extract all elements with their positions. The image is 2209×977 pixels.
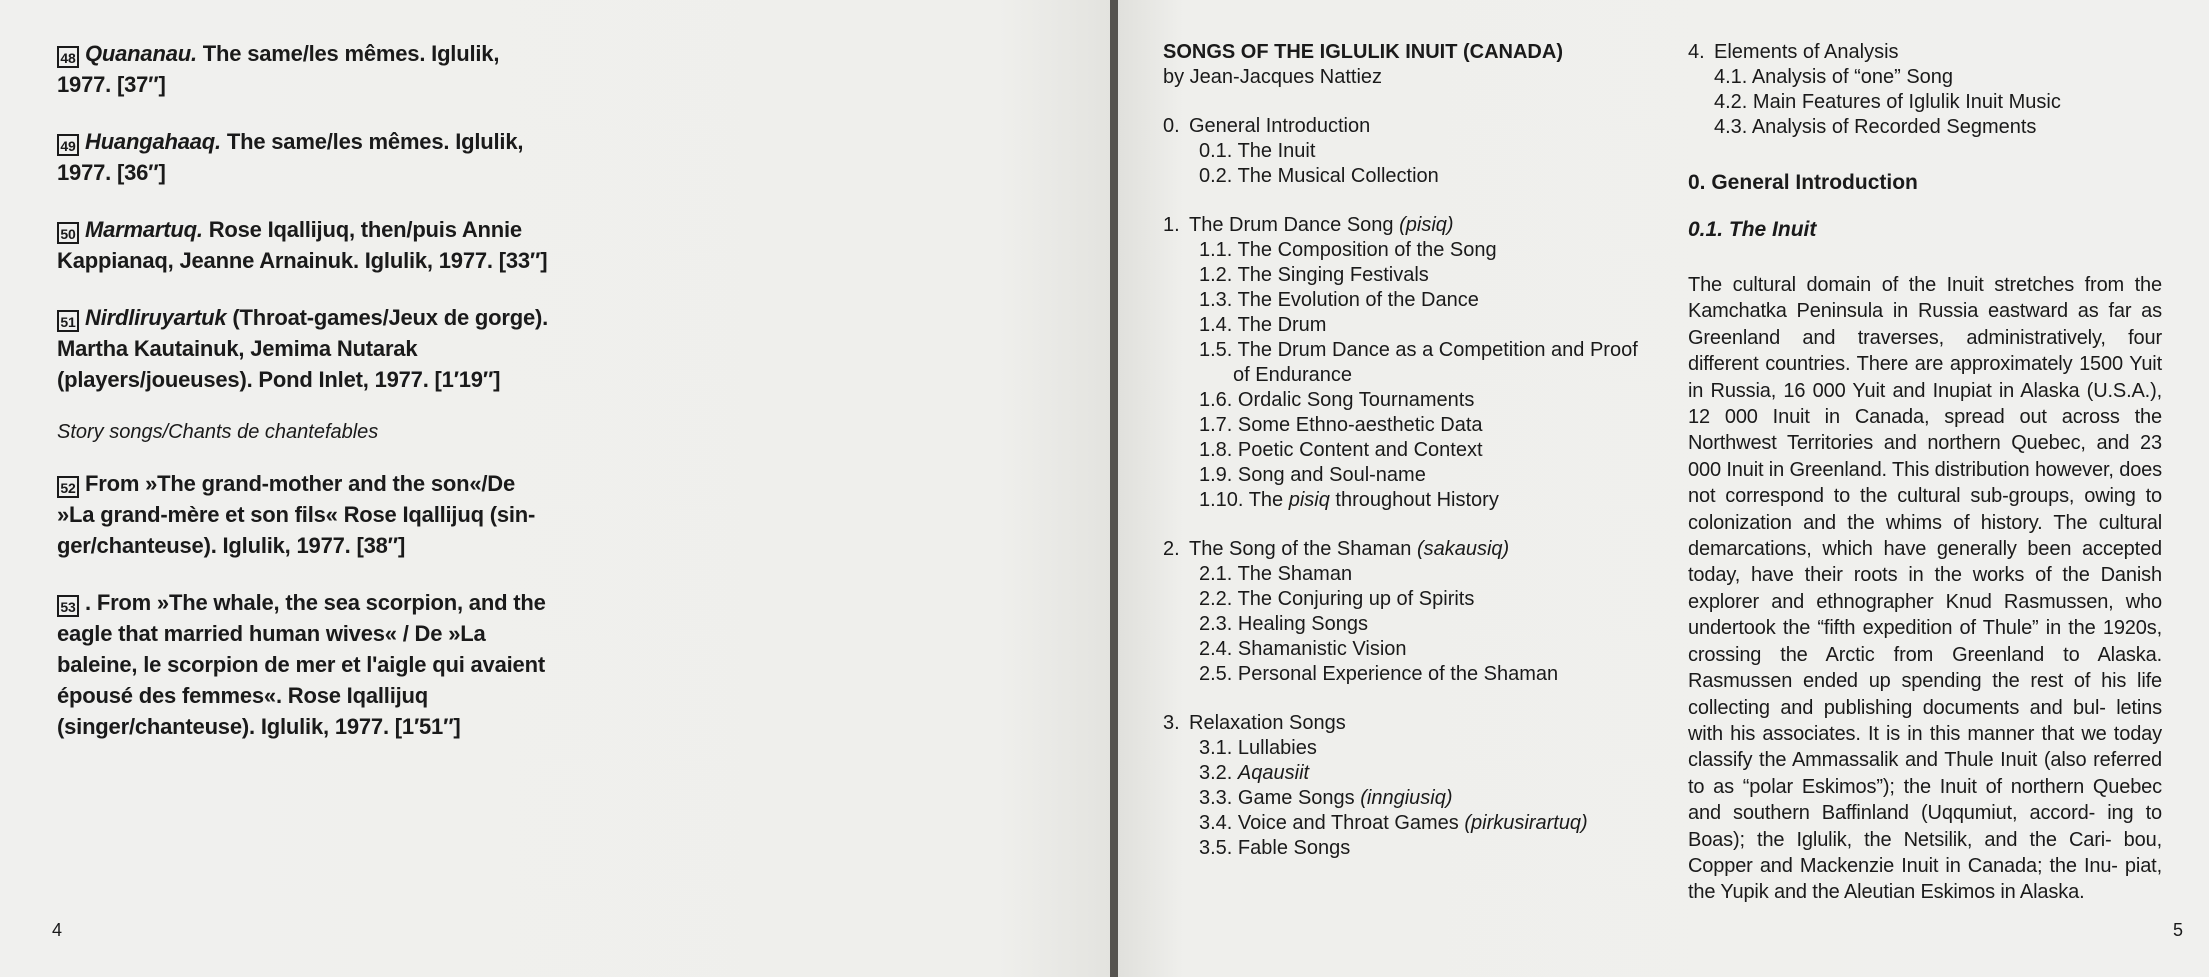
- book-gutter: [1110, 0, 1118, 977]
- toc-label: The Drum: [1237, 314, 1327, 336]
- toc-label: Lullabies: [1237, 737, 1317, 759]
- toc-number: 1.7.: [1199, 414, 1233, 436]
- toc-number: 4.: [1688, 41, 1705, 63]
- toc-label: Healing Songs: [1237, 613, 1369, 635]
- toc-number: 2.: [1163, 538, 1180, 560]
- toc-subsection: [1163, 413, 1643, 438]
- table-of-contents: [1163, 40, 1643, 885]
- toc-label: The Song of the Shaman: [1189, 538, 1412, 560]
- track-number-box: 48: [57, 46, 79, 68]
- track-number-box: 49: [57, 134, 79, 156]
- toc-label-term: (pisiq): [1399, 214, 1454, 236]
- track-details: The same/les mêmes. Iglulik, 1977. [36″]: [57, 129, 524, 185]
- toc-label: throughout History: [1329, 489, 1499, 511]
- toc-number: 2.3.: [1199, 613, 1233, 635]
- toc-group: [1163, 114, 1643, 189]
- track-entry: [57, 214, 557, 276]
- toc-subsection: [1163, 338, 1643, 388]
- track-number-box: 52: [57, 476, 79, 498]
- section-label: Story songs/Chants de chantefables: [57, 421, 379, 443]
- toc-number: 0.1.: [1199, 140, 1233, 162]
- page-number-right: 5: [2173, 920, 2184, 940]
- toc-number: 1.5.: [1199, 339, 1233, 361]
- toc-number: 3.2.: [1199, 762, 1233, 784]
- toc-number: 4.1.: [1714, 66, 1748, 88]
- page-number-left: 4: [52, 920, 63, 940]
- toc-group: [1163, 213, 1643, 513]
- toc-subsection: [1163, 438, 1643, 463]
- toc-section: [1163, 213, 1643, 238]
- toc-subsection: [1163, 612, 1643, 637]
- toc-label: The Singing Festivals: [1237, 264, 1429, 286]
- subsection-heading: 0.1. The Inuit: [1688, 218, 1817, 241]
- right-column: [1688, 40, 2162, 906]
- article-author: by Jean-Jacques Nattiez: [1163, 66, 1383, 88]
- toc-number: 1.2.: [1199, 264, 1233, 286]
- toc-number: 2.5.: [1199, 663, 1233, 685]
- toc-label: The Inuit: [1237, 140, 1316, 162]
- toc-label: The Shaman: [1237, 563, 1353, 585]
- toc-label: Ordalic Song Tournaments: [1237, 389, 1475, 411]
- toc-label: The Evolution of the Dance: [1237, 289, 1479, 311]
- toc-label: Elements of Analysis: [1714, 41, 1899, 63]
- track-details: From »The grand-mother and the son«/De »La grand-mère et son fils« Rose Iqallijuq (sin- ger/chanteuse). Iglulik, 1977. [38″]: [57, 471, 536, 558]
- toc-subsection: [1688, 65, 2162, 90]
- toc-subsection: [1163, 313, 1643, 338]
- toc-number: 4.3.: [1714, 116, 1748, 138]
- toc-subsection: [1688, 90, 2162, 115]
- toc-label: The Composition of the Song: [1237, 239, 1497, 261]
- track-entry: [57, 38, 557, 100]
- track-entry: [57, 302, 557, 395]
- toc-label: Fable Songs: [1237, 837, 1351, 859]
- toc-subsection: [1688, 115, 2162, 140]
- track-entry: [57, 468, 557, 561]
- toc-label: The Conjuring up of Spirits: [1237, 588, 1475, 610]
- toc-number: 3.4.: [1199, 812, 1233, 834]
- toc-subsection: [1163, 164, 1643, 189]
- toc-label: Shamanistic Vision: [1237, 638, 1407, 660]
- track-number-box: 53: [57, 595, 79, 617]
- toc-number: 1.1.: [1199, 239, 1233, 261]
- track-details: (Throat-games/Jeux de gorge). Martha Kautainuk, Jemima Nutarak (players/joueuses). Pond Inlet, 1977. [1′19″]: [57, 305, 549, 392]
- right-page: [1118, 0, 2209, 977]
- toc-label: Poetic Content and Context: [1237, 439, 1483, 461]
- toc-number: 1.9.: [1199, 464, 1233, 486]
- toc-subsection: [1163, 587, 1643, 612]
- toc-subsection: [1163, 637, 1643, 662]
- toc-label: Relaxation Songs: [1189, 712, 1346, 734]
- toc-group: [1163, 537, 1643, 687]
- toc-subsection: [1163, 786, 1643, 811]
- toc-number: 0.2.: [1199, 165, 1233, 187]
- toc-number: 2.1.: [1199, 563, 1233, 585]
- toc-number: 3.: [1163, 712, 1180, 734]
- toc-section: [1163, 114, 1643, 139]
- toc-number: 0.: [1163, 115, 1180, 137]
- toc-number: 1.: [1163, 214, 1180, 236]
- body-paragraph: The cultural domain of the Inuit stretches from the Kamchatka Peninsula in Russia eastward as far as Greenland and traverses, administratively, four different countries. There are approximately 1500 Yuit in Russia, 16 000 Yuit and Inupiat in Alaska (U.S.A.), 12 000 Inuit in Canada, spread out across the Northwest Territories and northern Quebec, and 23 000 Inuit in Greenland. This distribution however, does not correspond to the cultural sub-groups, owing to colonization and the whims of history. The cultural demarcations, which have generally been accepted today, have their roots in the works of the Danish explorer and ethnographer Knud Rasmussen, who undertook the “fifth expedition of Thule” in the 1920s, crossing the Arctic from Greenland to Alaska. Rasmussen ended up spending the rest of his life collecting and publishing documents and bul- letins with his associates. It is in this manner that we today classify the Ammassalik and Thule Inuit (also referred to as “polar Eskimos”); the Inuit of northern Quebec and southern Baffinland (Uqqumiut, accord- ing to Boas); the Iglulik, the Netsilik, and the Cari- bou, Copper and Mackenzie Inuit in Canada; the Inu- piat, the Yupik and the Aleutian Eskimos in Alaska.: [1688, 274, 2162, 904]
- toc-label: General Introduction: [1189, 115, 1371, 137]
- track-entry: [57, 587, 557, 742]
- toc-number: 1.10.: [1199, 489, 1244, 511]
- toc-number: 4.2.: [1714, 91, 1748, 113]
- toc-subsection: [1163, 263, 1643, 288]
- track-entry: [57, 126, 557, 188]
- toc-label: (inngiusiq): [1360, 787, 1453, 809]
- toc-subsection: [1163, 736, 1643, 761]
- toc-number: 3.1.: [1199, 737, 1233, 759]
- toc-subsection: [1163, 562, 1643, 587]
- toc-label: pisiq: [1288, 489, 1330, 511]
- track-list: [57, 38, 557, 768]
- toc-section: [1163, 537, 1643, 562]
- toc-label: Game Songs: [1237, 787, 1361, 809]
- toc-number: 2.4.: [1199, 638, 1233, 660]
- toc-subsection: [1163, 238, 1643, 263]
- toc-number: 1.4.: [1199, 314, 1233, 336]
- article-title: SONGS OF THE IGLULIK INUIT (CANADA): [1163, 41, 1563, 63]
- toc-subsection: [1163, 811, 1643, 836]
- toc-subsection: [1163, 836, 1643, 861]
- track-title: Quananau.: [85, 41, 197, 66]
- toc-number: 3.5.: [1199, 837, 1233, 859]
- toc-label: Personal Experience of the Shaman: [1237, 663, 1559, 685]
- track-number-box: 50: [57, 222, 79, 244]
- toc-label: Analysis of “one” Song: [1751, 66, 1954, 88]
- track-title: Huangahaaq.: [85, 129, 221, 154]
- toc-subsection: [1163, 761, 1643, 786]
- track-details: The same/les mêmes. Iglulik, 1977. [37″]: [57, 41, 500, 97]
- toc-label: (pirkusirartuq): [1464, 812, 1588, 834]
- toc-number: 3.3.: [1199, 787, 1233, 809]
- toc-label: Analysis of Recorded Segments: [1751, 116, 2037, 138]
- toc-label: Some Ethno-aesthetic Data: [1237, 414, 1483, 436]
- toc-subsection: [1163, 388, 1643, 413]
- toc-label: Main Features of Iglulik Inuit Music: [1752, 91, 2061, 113]
- track-title: Nirdliruyartuk: [85, 305, 227, 330]
- toc-number: 1.8.: [1199, 439, 1233, 461]
- track-number-box: 51: [57, 310, 79, 332]
- toc-number: 2.2.: [1199, 588, 1233, 610]
- toc-label: Voice and Throat Games: [1237, 812, 1465, 834]
- toc-section: [1163, 711, 1643, 736]
- toc-label: Aqausiit: [1237, 762, 1310, 784]
- track-details: . From »The whale, the sea scorpion, and the eagle that married human wives« / De »La baleine, le scorpion de mer et l'aigle qui avaient épousé des femmes«. Rose Iqallijuq (singer/chanteuse). Iglulik, 1977. [1′51″]: [57, 590, 546, 739]
- toc-label-term: (sakausiq): [1416, 538, 1510, 560]
- toc-subsection: [1163, 488, 1643, 513]
- section-heading: 0. General Introduction: [1688, 171, 1918, 194]
- toc-label: The: [1248, 489, 1289, 511]
- track-title: Marmartuq.: [85, 217, 203, 242]
- toc-label: The Drum Dance Song: [1189, 214, 1394, 236]
- toc-group: [1163, 711, 1643, 861]
- track-details: Rose Iqallijuq, then/puis Annie Kappianaq, Jeanne Arnainuk. Iglulik, 1977. [33″]: [57, 217, 548, 273]
- toc-section-4: [1688, 40, 2162, 65]
- toc-number: 1.3.: [1199, 289, 1233, 311]
- toc-subsection: [1163, 288, 1643, 313]
- toc-subsection: [1163, 139, 1643, 164]
- toc-number: 1.6.: [1199, 389, 1233, 411]
- toc-subsection: [1163, 463, 1643, 488]
- toc-label: The Musical Collection: [1237, 165, 1439, 187]
- toc-label: The Drum Dance as a Competition and Proof of Endurance: [1233, 339, 1638, 386]
- toc-label: Song and Soul-name: [1237, 464, 1426, 486]
- toc-subsection: [1163, 662, 1643, 687]
